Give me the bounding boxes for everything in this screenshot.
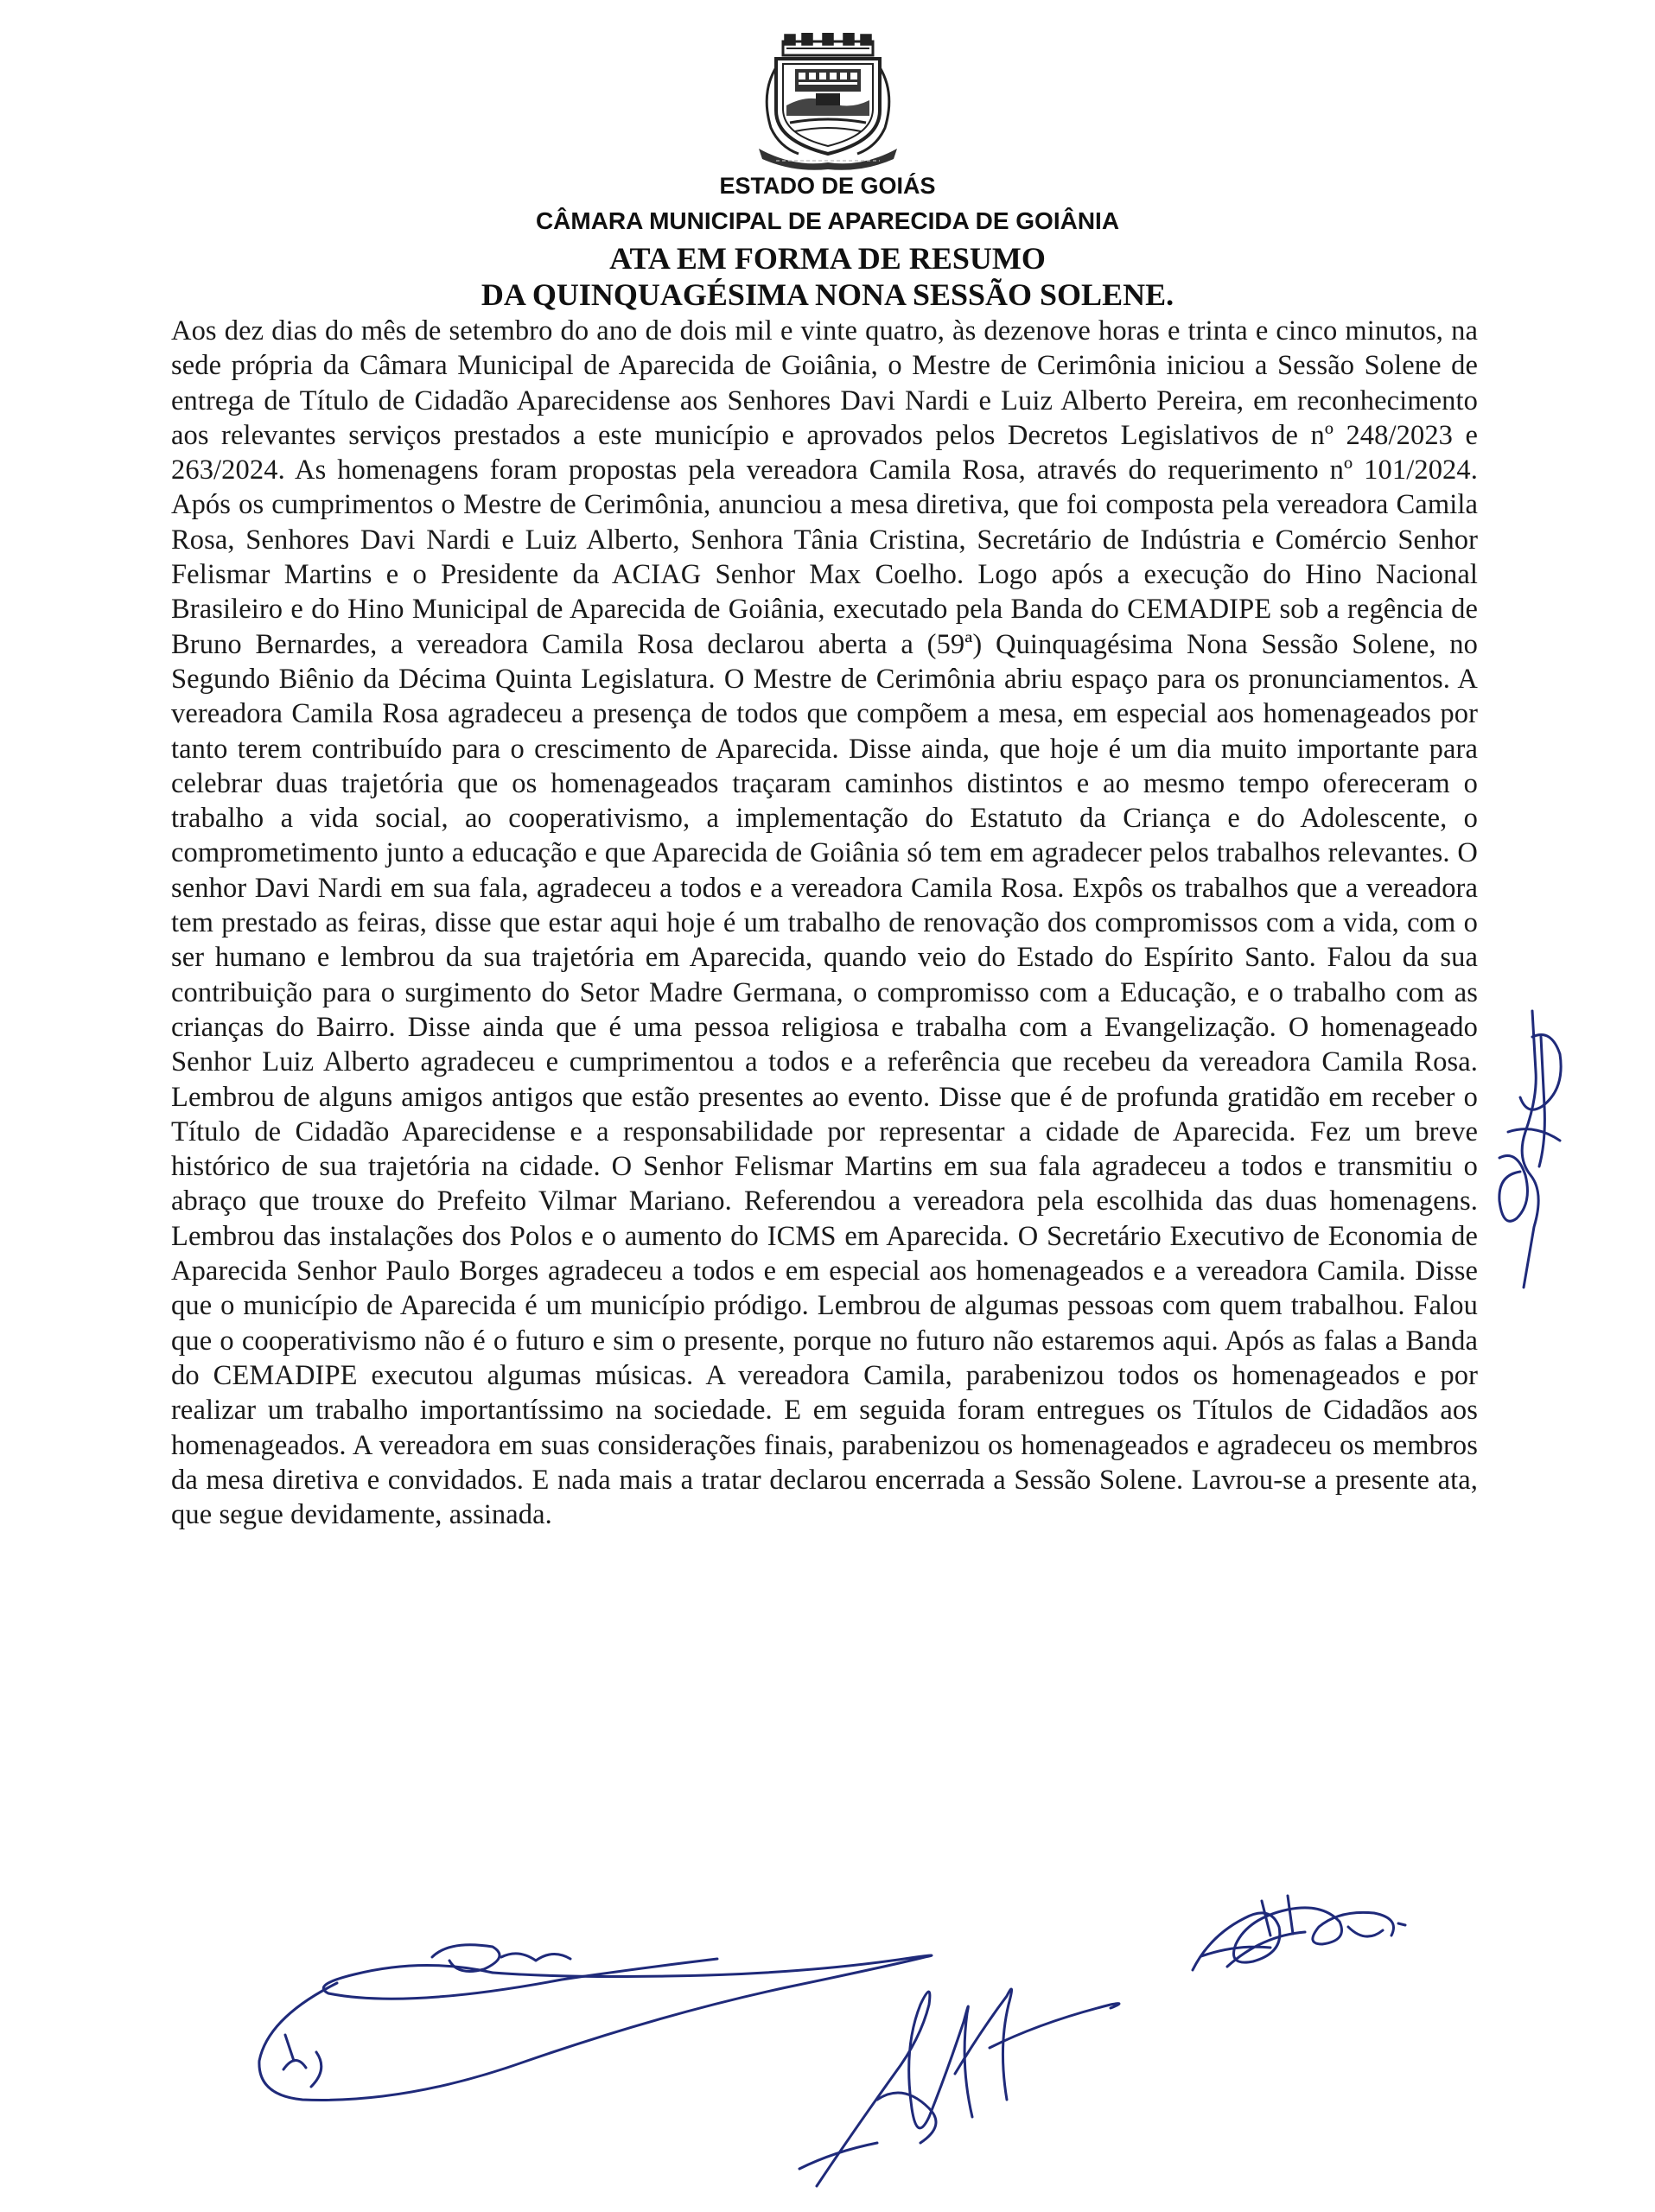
- minutes-body-text: Aos dez dias do mês de setembro do ano de dois mil e vinte quatro, às dezenove horas e trinta e cinco minutos, na sede própria da Câmara Municipal de Aparecida de Goiânia, o Mestre de Cerimônia iniciou a Sessão Solene de entrega de Título de Cidadão Aparecidense aos Senhores Davi Nardi e Luiz Alberto Pereira, em reconhecimento aos relevantes serviços prestados a este município e aprovados pelos Decretos Legislativos de nº 248/2023 e 263/2024. As homenagens foram propostas pela vereadora Camila Rosa, através do requerimento nº 101/2024. Após os cumprimentos o Mestre de Cerimônia, anunciou a mesa diretiva, que foi composta pela vereadora Camila Rosa, Senhores Davi Nardi e Luiz Alberto, Senhora Tânia Cristina, Secretário de Indústria e Comércio Senhor Felismar Martins e o Presidente da ACIAG Senhor Max Coelho. Logo após a execução do Hino Nacional Brasileiro e do Hino Municipal de Aparecida de Goiânia, executado pela Banda do CEMADIPE sob a regência de Bruno Bernardes, a vereadora Camila Rosa declarou aberta a (59ª) Quinquagésima Nona Sessão Solene, no Segundo Biênio da Décima Quinta Legislatura. O Mestre de Cerimônia abriu espaço para os pronunciamentos. A vereadora Camila Rosa agradeceu a presença de todos que compõem a mesa, em especial aos homenageados por tanto terem contribuído para o crescimento de Aparecida. Disse ainda, que hoje é um dia muito importante para celebrar duas trajetória que os homenageados traçaram caminhos distintos e ao mesmo tempo ofereceram o trabalho a vida social, ao cooperativismo, a implementação do Estatuto da Criança e do Adolescente, o comprometimento junto a educação e que Aparecida de Goiânia só tem em agradecer pelos trabalhos relevantes. O senhor Davi Nardi em sua fala, agradeceu a todos e a vereadora Camila Rosa. Expôs os trabalhos que a vereadora tem prestado as feiras, disse que estar aqui hoje é um trabalho de renovação dos compromissos com a vida, com o ser humano e lembrou da sua trajetória em Aparecida, quando veio do Estado do Espírito Santo. Falou da sua contribuição para o surgimento do Setor Madre Germana, o compromisso com a Educação, e o trabalho com as crianças do Bairro. Disse ainda que é uma pessoa religiosa e trabalha com a Evangelização. O homenageado Senhor Luiz Alberto agradeceu e cumprimentou a todos e a referência que recebeu da vereadora Camila Rosa. Lembrou de alguns amigos antigos que estão presentes ao evento. Disse que é de profunda gratidão em receber o Título de Cidadão Aparecidense e a responsabilidade por representar a cidade de Aparecida. Fez um breve histórico de sua trajetória na cidade. O Senhor Felismar Martins em sua fala agradeceu a todos e transmitiu o abraço que trouxe do Prefeito Vilmar Mariano. Referendou a vereadora pela escolhida das duas homenagens. Lembrou das instalações dos Polos e o aumento do ICMS em Aparecida. O Secretário Executivo de Economia de Aparecida Senhor Paulo Borges agradeceu a todos e em especial aos homenageados e a vereadora Camila. Disse que o município de Aparecida é um município pródigo. Lembrou de algumas pessoas com quem trabalhou. Falou que o cooperativismo não é o futuro e sim o presente, porque no futuro não estaremos aqui. Após as falas a Banda do CEMADIPE executou algumas músicas. A vereadora Camila, parabenizou todos os homenageados e por realizar um trabalho importantíssimo na sociedade. E em seguida foram entregues os Títulos de Cidadãos aos homenageados. A vereadora em suas considerações finais, parabenizou os homenageados e agradeceu os membros da mesa diretiva e convidados. E nada mais a tratar declarou encerrada a Sessão Solene. Lavrou-se a presente ata, que segue devidamente, assinada.: [171, 315, 1478, 1531]
- document-title: ATA EM FORMA DE RESUMO: [609, 241, 1046, 276]
- document-subtitle: DA QUINQUAGÉSIMA NONA SESSÃO SOLENE.: [481, 277, 1174, 312]
- margin-rubric-signature: [1482, 1002, 1577, 1296]
- municipal-coat-of-arms-icon: [742, 33, 914, 171]
- signature-right: [1175, 1884, 1409, 1987]
- signature-center: [782, 1944, 1145, 2203]
- chamber-heading: CÂMARA MUNICIPAL DE APARECIDA DE GOIÂNIA: [535, 207, 1120, 234]
- state-heading: ESTADO DE GOIÁS: [719, 173, 936, 199]
